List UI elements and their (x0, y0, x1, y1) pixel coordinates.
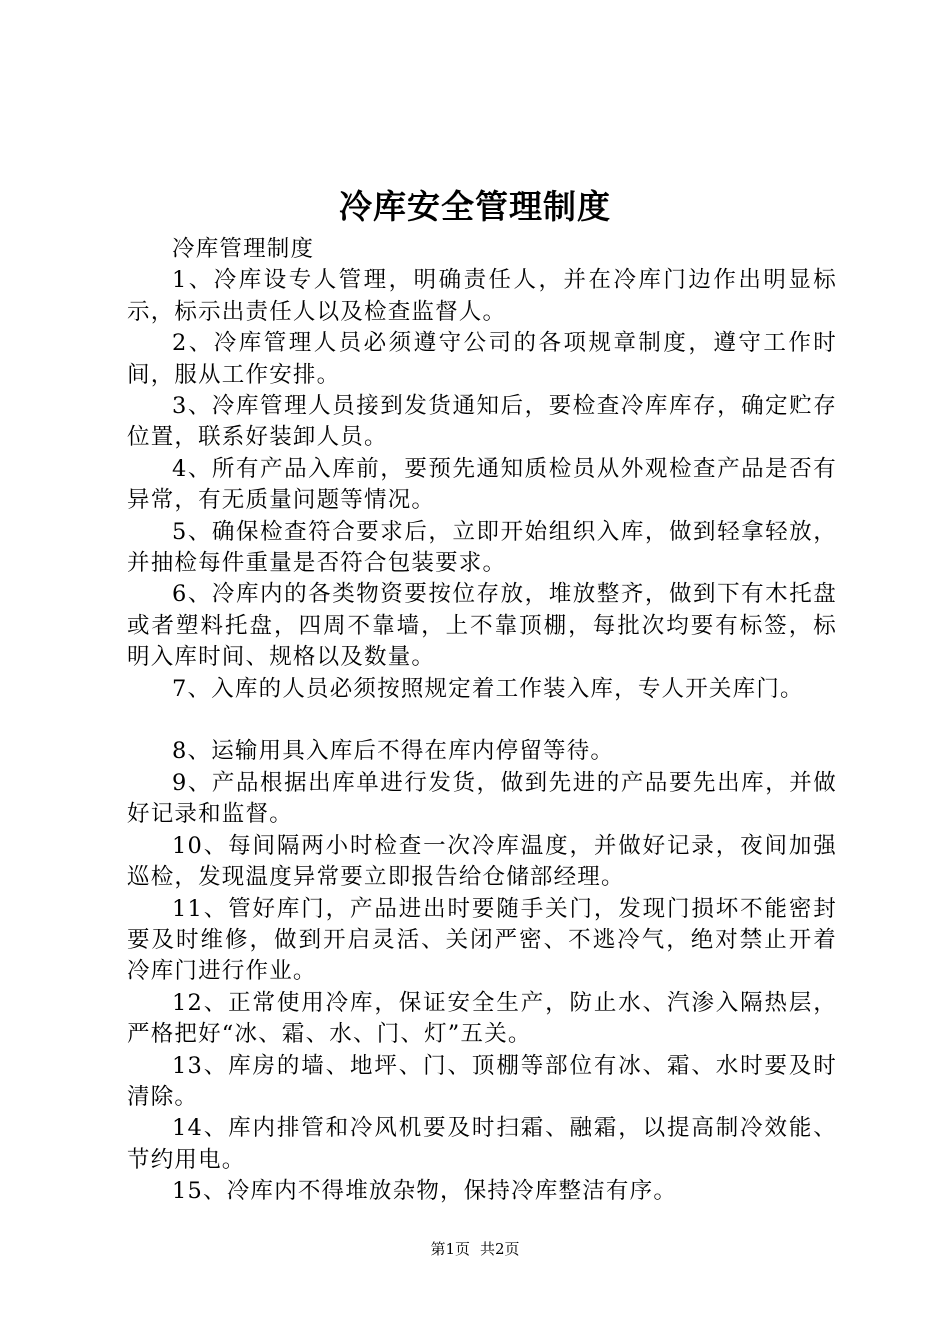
paragraph-5: 5、确保检查符合要求后，立即开始组织入库，做到轻拿轻放，并抽检每件重量是否符合包装要求。 (127, 518, 837, 577)
paragraph-12: 12、正常使用冷库，保证安全生产，防止水、汽渗入隔热层，严格把好“冰、霜、水、门、灯”五关。 (127, 989, 837, 1048)
page-total: 共2页 (480, 1240, 520, 1258)
paragraph-13: 13、库房的墙、地坪、门、顶棚等部位有冰、霜、水时要及时清除。 (127, 1052, 837, 1110)
paragraph-14: 14、库内排管和冷风机要及时扫霜、融霜，以提高制冷效能、节约用电。 (127, 1115, 837, 1173)
paragraph-9: 9、产品根据出库单进行发货，做到先进的产品要先出库，并做好记录和监督。 (127, 769, 837, 828)
paragraph-8: 8、运输用具入库后不得在库内停留等待。 (172, 738, 615, 765)
paragraph-10: 10、每间隔两小时检查一次冷库温度，并做好记录，夜间加强巡检，发现温度异常要立即报告给仓储部经理。 (127, 832, 837, 891)
document-body (127, 234, 837, 1208)
paragraph-15: 15、冷库内不得堆放杂物，保持冷库整洁有序。 (172, 1178, 678, 1205)
paragraph-6: 6、冷库内的各类物资要按位存放，堆放整齐，做到下有木托盘或者塑料托盘，四周不靠墙，上不靠顶棚，每批次均要有标签，标明入库时间、规格以及数量。 (127, 581, 837, 671)
paragraph-3: 3、冷库管理人员接到发货通知后，要检查冷库库存，确定贮存位置，联系好装卸人员。 (127, 393, 837, 451)
paragraph-7: 7、入库的人员必须按照规定着工作装入库，专人开关库门。 (172, 675, 804, 702)
page-footer (0, 1238, 950, 1260)
paragraph-4: 4、所有产品入库前，要预先通知质检员从外观检查产品是否有异常，有无质量问题等情况。 (127, 455, 837, 514)
page-number: 第1页 (430, 1240, 470, 1258)
paragraph-11: 11、管好库门，产品进出时要随手关门，发现门损坏不能密封要及时维修，做到开启灵活、关闭严密、不逃冷气，绝对禁止开着冷库门进行作业。 (127, 895, 837, 985)
subtitle: 冷库管理制度 (172, 236, 315, 262)
paragraph-1: 1、冷库设专人管理，明确责任人，并在冷库门边作出明显标示，标示出责任人以及检查监督人。 (127, 267, 837, 325)
document-title: 冷库安全管理制度 (339, 187, 611, 226)
paragraph-2: 2、冷库管理人员必须遵守公司的各项规章制度，遵守工作时间，服从工作安排。 (127, 330, 837, 388)
